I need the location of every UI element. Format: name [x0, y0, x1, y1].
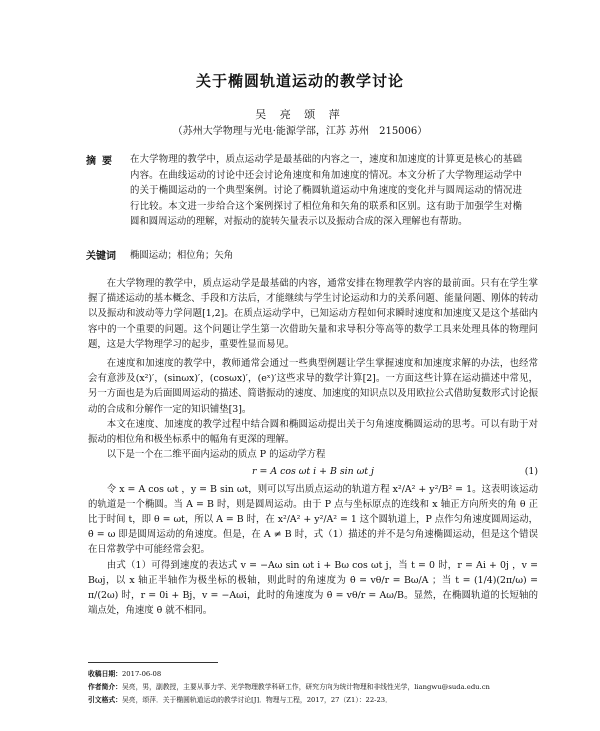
author-affiliation: （苏州大学物理与光电·能源学部，江苏 苏州 215006）: [172, 126, 428, 137]
abstract-label: 摘要: [86, 156, 118, 167]
received-label: 收稿日期：: [88, 670, 122, 678]
received-date: 2017-06-08: [121, 670, 162, 678]
footnote-received: [88, 668, 538, 681]
paragraph-4: 以下是一个在二维平面内运动的质点 P 的运动学方程: [106, 449, 326, 461]
author-info-label: 作者简介：: [88, 683, 122, 691]
footnote-author: [88, 681, 538, 694]
paragraph-6: 由式（1）可得到速度的表达式 v = −Aω sin ωt i + Bω cos ωt j，当 t = 0 时，r = Ai + 0j ，v = Bωj，以 x 轴正半轴作为极坐标的极轴，则此时的角速度为 θ̇ = vθ/r = Bω/A ；当 t = (1/4)(2π/ω) = π/(2ω) 时，r = 0i + Bj，v = −Aωi，此时的角速度为 θ̇ = vθ/r = Aω/B。显然，在椭圆轨道的长短轴的端点处，角速度 θ̇ 就不相同。: [88, 559, 538, 617]
paper-title: 关于椭圆轨道运动的教学讨论: [195, 72, 404, 90]
keywords-text: 椭圆运动；相位角；矢角: [130, 250, 234, 261]
paragraph-5: 令 x = A cos ωt ，y = B sin ωt，则可以写出质点运动的轨道方程 x²/A² + y²/B² = 1。这表明该运动的轨道是一个椭圆。当 A = B 时，则是圆周运动。由于 P 点与坐标原点的连线和 x 轴正方向所夹的角 θ 正比于时间 t，即 θ = ωt，所以 A = B 时，在 x²/A² + y²/A² = 1 这个圆轨道上，P 点作匀角速度圆周运动，θ̇ = ω 即是圆周运动的角速度。但是，在 A ≠ B 时，式（1）描述的并不是匀角速椭圆运动，但是这个错误在日常教学中可能经常会犯。: [88, 483, 538, 556]
body-text: [88, 276, 538, 618]
citation-label: 引文格式：: [88, 696, 122, 704]
footnote-citation: [88, 694, 538, 707]
equation-1: [88, 464, 538, 479]
paragraph-2: 在速度和加速度的教学中，教师通常会通过一些典型例题让学生掌握速度和加速度求解的办法，也经常会有意涉及(x²)′，(sinωx)′，(cosωx)′，(eˣ)′这些求导的数学计算[2]。一方面这些计算在运动描述中常见，另一方面也是为后面圆周运动的描述、简谐振动的速度、加速度的知识点以及用欧拉公式借助复数形式讨论振动的合成和分解作一定的知识铺垫[3]。: [88, 358, 539, 415]
paragraph-3: 本文在速度、加速度的教学过程中结合圆和椭圆运动提出关于匀角速度椭圆运动的思考。可以有助于对振动的相位角和极坐标系中的幅角有更深的理解。: [88, 418, 538, 446]
author-info: 吴亮，男，副教授，主要从事力学、光学物理教学科研工作，研究方向为统计物理和非线性光学，liangwu@suda.edu.cn: [121, 683, 490, 691]
footnotes: [88, 668, 538, 707]
equation-1-number: (1): [524, 466, 538, 478]
paragraph-1: 在大学物理的教学中，质点运动学是最基础的内容，通常安排在物理教学内容的最前面。只有在学生掌握了描述运动的基本概念、手段和方法后，才能继续与学生讨论运动和力的关系问题、能量问题、刚体的转动以及振动和波动等力学问题[1,2]。在质点运动学中，已知运动方程如何求瞬时速度和加速度又是这个基础内容中的一个重要的问题。这个问题让学生第一次借助矢量和求导积分等高等的数学工具来处理具体的物理问题，这是大学物理学习的起步，重要性显而易见。: [88, 278, 539, 350]
footnote-divider: [88, 662, 218, 663]
abstract-text: 在大学物理的教学中，质点运动学是最基础的内容之一，速度和加速度的计算更是核心的基础内容。在曲线运动的讨论中还会讨论角速度和角加速度的情况。本文分析了大学物理运动学中的关于椭圆运动的一个典型案例。讨论了椭圆轨道运动中角速度的变化并与圆周运动的情况进行比较。本文进一步给合这个案例探讨了相位角和矢角的联系和区别。这有助于加强学生对椭圆和圆周运动的理解，对振动的旋转矢量表示以及振动合成的深入理解也有帮助。: [130, 154, 522, 227]
keywords-label: 关键词: [86, 251, 116, 262]
author-names: 吴 亮 颂 萍: [255, 108, 345, 121]
equation-1-expression: r = A cos ωt i + B sin ωt j: [252, 466, 374, 478]
citation-text: 吴亮，颂萍．关于椭圆轨道运动的教学讨论[J]．物理与工程，2017，27（Z1）：22-23．: [121, 696, 392, 704]
